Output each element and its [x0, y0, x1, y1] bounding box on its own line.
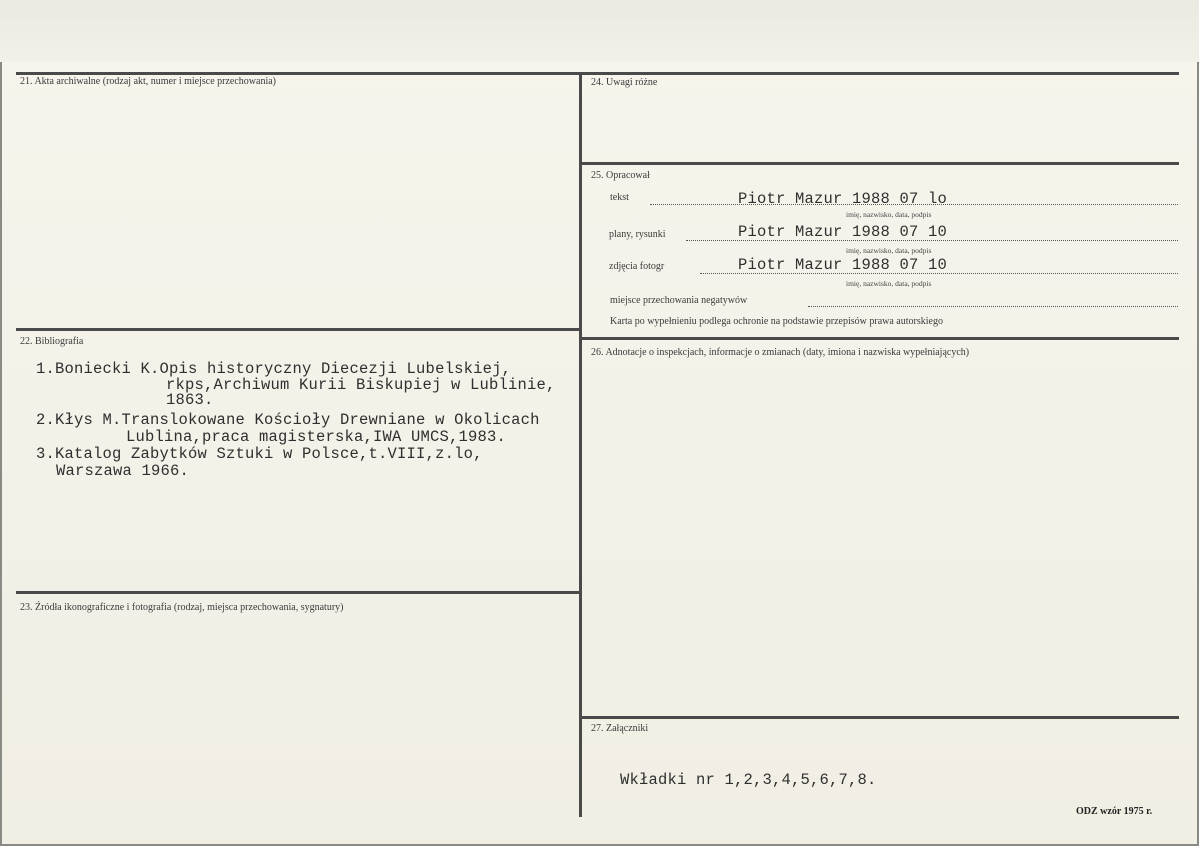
field-26-label: 26. Adnotacje o inspekcjach, informacje o zmianach (daty, imiona i nazwiska wypełniających): [591, 347, 970, 358]
plany-caption: imię, nazwisko, data, podpis: [846, 246, 932, 255]
center-divider: [579, 72, 582, 817]
field-22-label: 22. Bibliografia: [20, 336, 84, 347]
zdjecia-value: Piotr Mazur 1988 07 10: [738, 256, 948, 274]
zdjecia-caption: imię, nazwisko, data, podpis: [846, 279, 932, 288]
plany-label: plany, rysunki: [609, 229, 666, 240]
bibliography-line-6: 3.Katalog Zabytków Sztuki w Polsce,t.VIII,z.lo,: [36, 445, 483, 463]
top-divider: [16, 72, 1179, 75]
negatives-dotted-line: [808, 306, 1178, 307]
plany-value: Piotr Mazur 1988 07 10: [738, 223, 948, 241]
field-23-label: 23. Źródła ikonograficzne i fotografia (rodzaj, miejsca przechowania, sygnatury): [20, 602, 344, 613]
bibliography-line-4: 2.Kłys M.Translokowane Kościoły Drewniane w Okolicach: [36, 411, 540, 429]
bibliography-line-1: 1.Boniecki K.Opis historyczny Diecezji Lubelskiej,: [36, 360, 512, 378]
field-24-label: 24. Uwagi różne: [591, 77, 658, 88]
left-divider-22: [16, 328, 579, 331]
field-27-label: 27. Załączniki: [591, 723, 649, 734]
bibliography-line-5: Lublina,praca magisterska,IWA UMCS,1983.: [126, 428, 507, 446]
field-25-label: 25. Opracował: [591, 170, 650, 181]
top-strip: [0, 0, 1199, 62]
right-divider-26: [582, 337, 1179, 340]
negatives-label: miejsce przechowania negatywów: [610, 295, 748, 306]
tekst-label: tekst: [610, 192, 629, 203]
form-version: ODZ wzór 1975 r.: [1076, 806, 1153, 817]
bibliography-line-2: rkps,Archiwum Kurii Biskupiej w Lublinie,: [166, 376, 556, 394]
bibliography-line-7: Warszawa 1966.: [56, 462, 190, 480]
tekst-caption: imię, nazwisko, data, podpis: [846, 210, 932, 219]
right-divider-25: [582, 162, 1179, 165]
attachments-value: Wkładki nr 1,2,3,4,5,6,7,8.: [620, 771, 877, 789]
zdjecia-label: zdjęcia fotogr: [609, 261, 665, 272]
field-21-label: 21. Akta archiwalne (rodzaj akt, numer i miejsce przechowania): [20, 76, 277, 87]
left-divider-23: [16, 591, 579, 594]
copyright-note: Karta po wypełnieniu podlega ochronie na podstawie przepisów prawa autorskiego: [610, 316, 943, 327]
right-divider-27: [582, 716, 1179, 719]
bibliography-line-3: 1863.: [166, 391, 214, 409]
tekst-value: Piotr Mazur 1988 07 lo: [738, 190, 948, 208]
